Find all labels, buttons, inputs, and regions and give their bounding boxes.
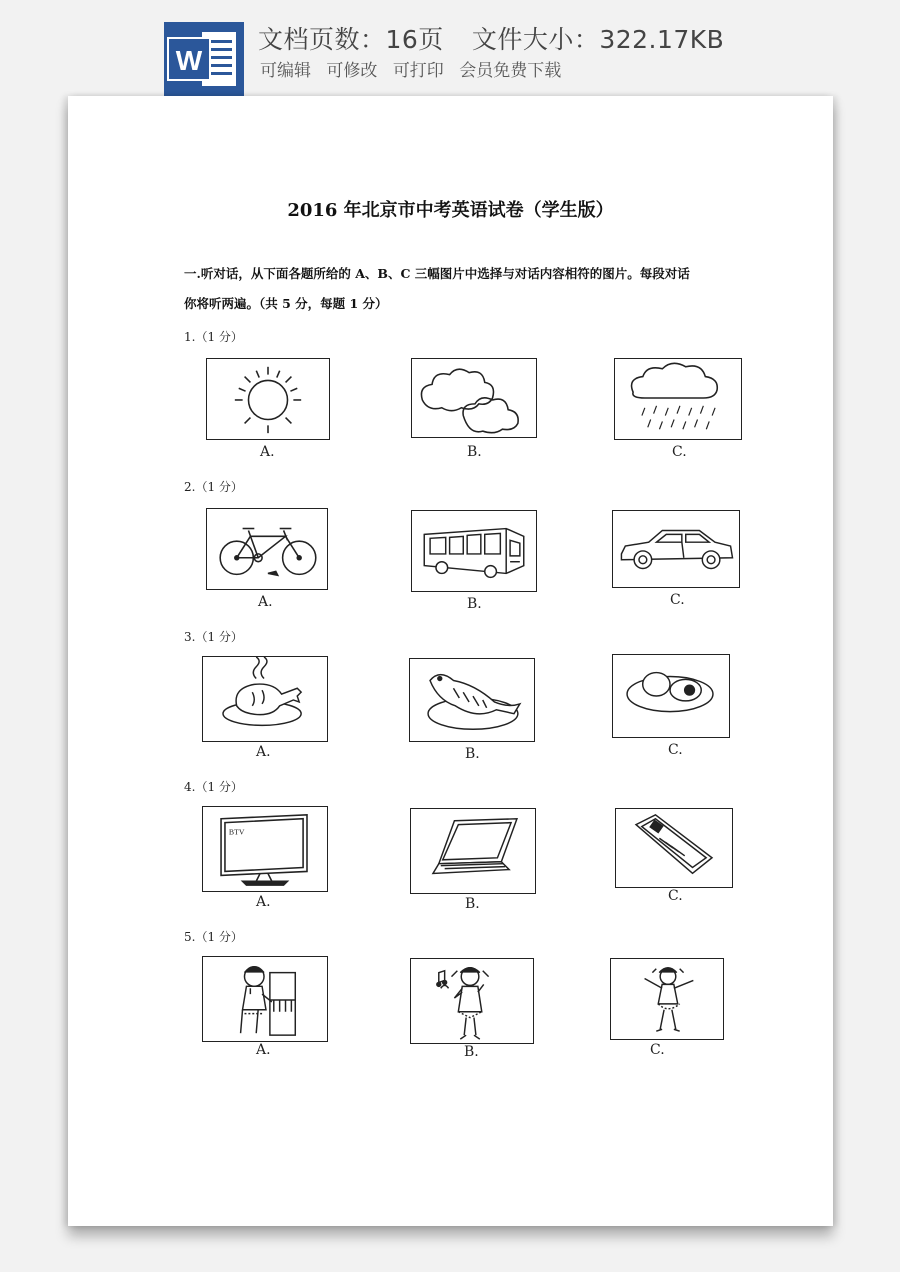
document-title: 2016 年北京市中考英语试卷（学生版） <box>287 200 614 221</box>
option-3a-label: A. <box>256 744 271 760</box>
option-4b-label: B. <box>465 896 480 912</box>
question-3-label: 3.（1 分） <box>184 630 243 644</box>
question-2-label: 2.（1 分） <box>184 480 243 494</box>
question-4-label: 4.（1 分） <box>184 780 243 794</box>
eggs-icon <box>612 654 730 738</box>
file-size-label: 文件大小：322.17KB <box>471 25 725 54</box>
smartphone-icon <box>615 808 733 888</box>
option-1c-label: C. <box>672 444 687 460</box>
girl-singing-icon <box>410 958 534 1044</box>
option-5a-label: A. <box>256 1042 271 1058</box>
option-4c-label: C. <box>668 888 683 904</box>
option-5c-label: C. <box>650 1042 665 1058</box>
bicycle-icon <box>206 508 328 590</box>
page-count-label: 文档页数：16页 <box>258 25 444 54</box>
option-2b-label: B. <box>467 596 482 612</box>
option-1a-label: A. <box>260 444 275 460</box>
feature-list <box>260 56 571 81</box>
sun-icon <box>206 358 330 440</box>
bus-icon <box>411 510 537 592</box>
option-5b-label: B. <box>464 1044 479 1060</box>
rain-cloud-icon <box>614 358 742 440</box>
option-1b-label: B. <box>467 444 482 460</box>
question-5-label: 5.（1 分） <box>184 930 243 944</box>
fish-icon <box>409 658 535 742</box>
option-3b-label: B. <box>465 746 480 762</box>
feature-editable: 可编辑 <box>260 61 311 81</box>
girl-playing-piano-icon <box>202 956 328 1042</box>
option-3c-label: C. <box>668 742 683 758</box>
option-2a-label: A. <box>258 594 273 610</box>
chicken-leg-icon <box>202 656 328 742</box>
instruction-line-2: 你将听两遍。（共 5 分，每题 1 分） <box>184 296 388 311</box>
svg-text:W: W <box>175 45 203 76</box>
document-page <box>68 96 833 1226</box>
clouds-icon <box>411 358 537 438</box>
option-2c-label: C. <box>670 592 685 608</box>
word-document-icon <box>164 22 244 96</box>
tv-screen-text: BTV <box>228 827 245 837</box>
feature-modifiable: 可修改 <box>326 61 378 81</box>
feature-printable: 可打印 <box>392 61 444 81</box>
feature-member-download: 会员免费下载 <box>459 61 562 81</box>
instruction-line-1: 一.听对话，从下面各题所给的 A、B、C 三幅图片中选择与对话内容相符的图片。每段对话 <box>184 266 690 281</box>
car-icon <box>612 510 740 588</box>
download-header <box>0 0 900 96</box>
question-1-label: 1.（1 分） <box>184 330 243 344</box>
option-4a-label: A. <box>256 894 271 910</box>
laptop-icon <box>410 808 536 894</box>
girl-dancing-icon <box>610 958 724 1040</box>
tv-icon <box>202 806 328 892</box>
